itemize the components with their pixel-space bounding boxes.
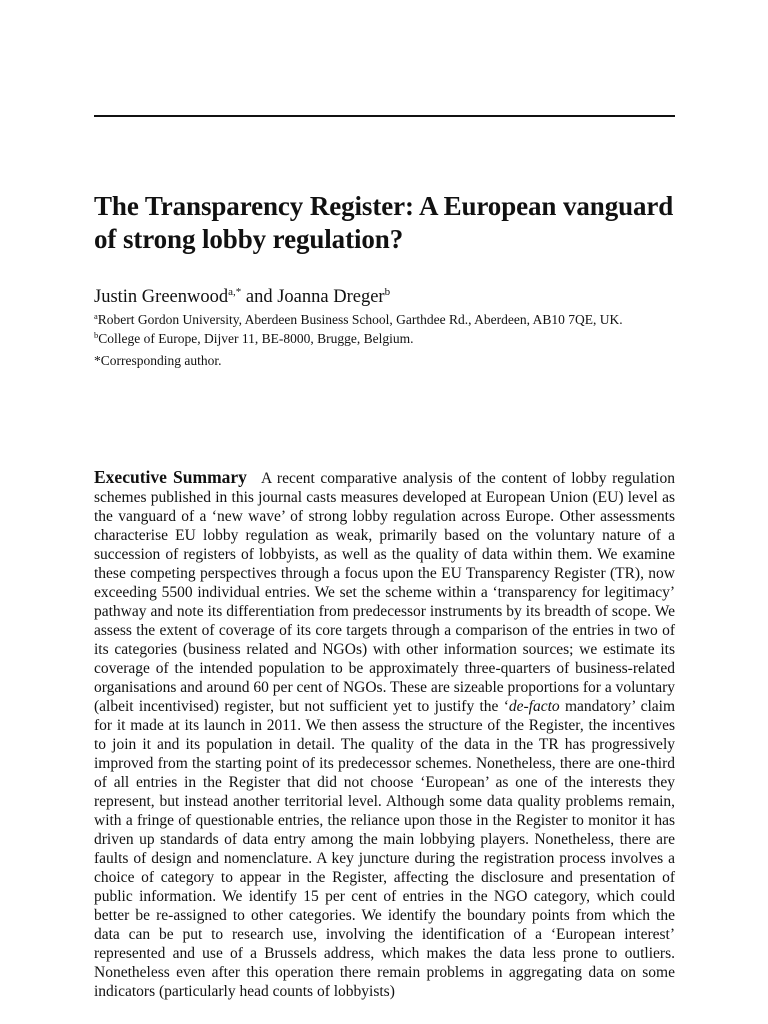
article-title: The Transparency Register: A European vanguard of strong lobby regulation?: [94, 191, 674, 254]
author-affiliation-marker: b: [384, 286, 391, 298]
affiliation-text: College of Europe, Dijver 11, BE-8000, Brugge, Belgium.: [98, 331, 414, 346]
affiliation-marker: a: [94, 311, 98, 321]
affiliation: [94, 312, 623, 328]
affiliation-text: Robert Gordon University, Aberdeen Business School, Garthdee Rd., Aberdeen, AB10 7QE, UK.: [97, 312, 623, 327]
executive-summary: [94, 468, 675, 1001]
summary-text-italic: de-facto: [508, 698, 560, 715]
author-line: [94, 286, 390, 308]
author-joiner: and: [241, 287, 278, 307]
author-name: Joanna Dreger: [277, 287, 385, 307]
author-name: Justin Greenwood: [94, 287, 229, 307]
header-rule: [94, 115, 675, 117]
summary-heading: Executive Summary: [94, 467, 247, 487]
summary-text: mandatory’ claim for it made at its launch in 2011. We then assess the structure of the Register, the incentives to join it and its population in detail. The quality of the data in the TR has progressively improved from the starting point of its predecessor schemes. Nonetheless, there are one-third of all entries in the Register that did not choose ‘European’ as one of the interests they represent, but instead another territorial level. Although some data quality problems remain, with a fringe of questionable entries, the reliance upon those in the Register to monitor it has driven up standards of data entry among the main lobbying players. Nonetheless, there are faults of design and nomenclature. A key juncture during the registration process involves a choice of category to appear in the Register, affecting the disclosure and presentation of public information. We identify 15 per cent of entries in the NGO category, which could better be re-assigned to other categories. We identify the boundary points from which the data can be put to research use, involving the identification of a ‘European interest’ represented and use of a Brussels address, which makes the data less prone to outliers. Nonetheless even after this operation there remain problems in aggregating data on some indicators (particularly head counts of lobbyists): [94, 698, 675, 1000]
summary-text: A recent comparative analysis of the content of lobby regulation schemes published in this journal casts measures developed at European Union (EU) level as the vanguard of a ‘new wave’ of strong lobby regulation across Europe. Other assessments characterise EU lobby regulation as weak, primarily based on the voluntary nature of a succession of registers of lobbyists, as well as the quality of data within them. We examine these competing perspectives through a focus upon the EU Transparency Register (TR), now exceeding 5500 individual entries. We set the scheme within a ‘transparency for legitimacy’ pathway and note its differentiation from predecessor instruments by its breadth of scope. We assess the extent of coverage of its core targets through a comparison of the entries in two of its categories (business related and NGOs) with other information sources; we estimate its coverage of the intended population to be approximately three-quarters of business-related organisations and around 60 per cent of NGOs. These are sizeable proportions for a voluntary (albeit incentivised) register, but not sufficient yet to justify the ‘: [94, 470, 675, 715]
author-affiliation-marker: a,*: [228, 286, 242, 298]
affiliation: [94, 331, 413, 347]
affiliation-marker: b: [94, 330, 99, 340]
corresponding-author-note: *Corresponding author.: [94, 353, 222, 368]
